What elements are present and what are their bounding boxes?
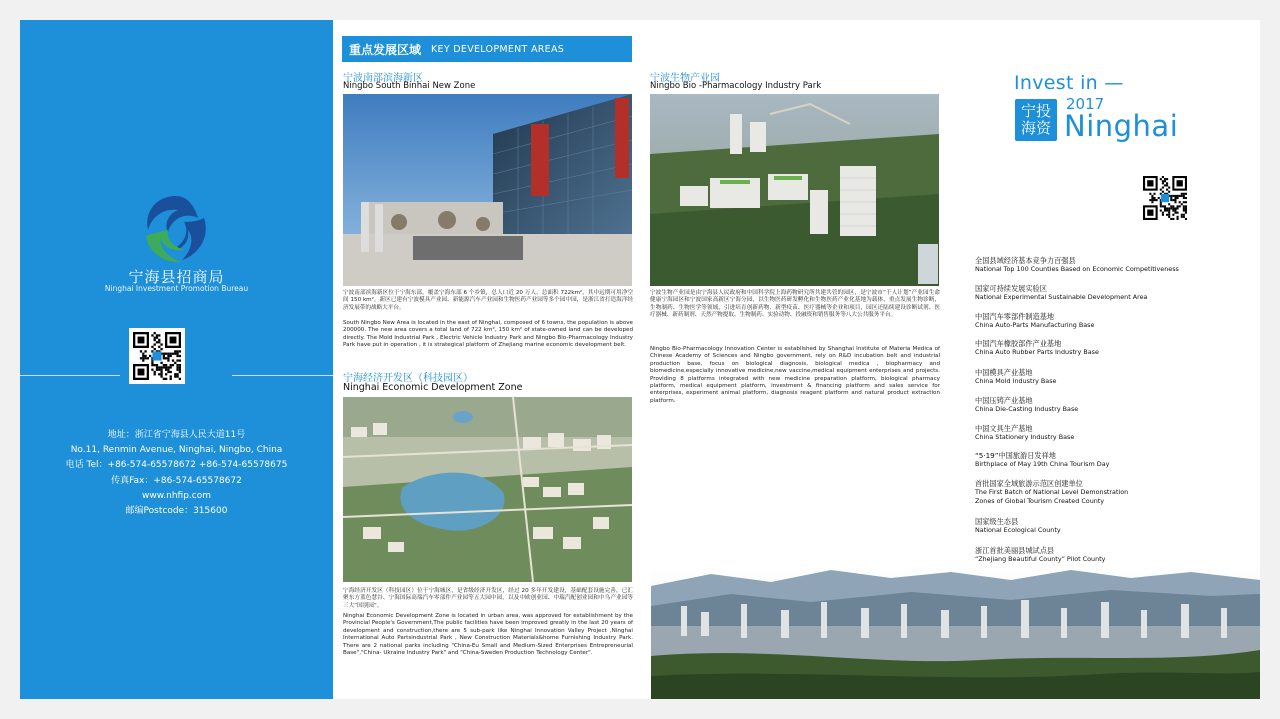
section-title-en: KEY DEVELOPMENT AREAS xyxy=(431,43,565,55)
qr-code-icon xyxy=(129,328,185,384)
brand-city-name: Ninghai xyxy=(1064,109,1179,143)
website-link[interactable]: www.nhfip.com xyxy=(142,490,211,501)
organization-name-en: Ninghai Investment Promotion Bureau xyxy=(104,284,249,293)
honor-item: 中国模具产业基地 China Mold Industry Base xyxy=(975,368,1057,385)
zone-title-cn: 宁海经济开发区（科技园区） xyxy=(343,373,473,384)
zone-description-en: South Ningbo New Area is located in the east of Ninghai, composed of 6 towns, the population is above 200000. The new area covers a total land of 722 km², 150 km² of state-owned land can be developed directly. The Mold Industrial Park , Electric Vehicle Industry Park and Ningbo Bio-Pharmacology Industry Park have put in operation , it is strategical platform of Zhejiang marine economic development belt. xyxy=(343,320,633,349)
bio-park-rendering xyxy=(650,94,939,286)
honor-item: 浙江首批美丽县城试点县 “Zhejiang Beautiful County” Pilot County xyxy=(975,546,1106,563)
zone-title-en: Ninghai Economic Development Zone xyxy=(343,382,523,393)
divider-line xyxy=(20,375,120,376)
organization-name-cn: 宁海县招商局 xyxy=(128,268,225,286)
zone-title-cn: 宁波南部滨海新区 xyxy=(343,73,423,84)
bio-park-title-cn: 宁波生物产业园 xyxy=(650,73,720,84)
honor-item: 首批国家全域旅游示范区创建单位 The First Batch of National Level Demonstration Zones of Global Tourism Created County xyxy=(975,479,1129,505)
binhai-building-photo xyxy=(343,94,632,286)
zone-title-en: Ningbo South Binhai New Zone xyxy=(343,81,476,91)
honor-item: 国家级生态县 National Ecological County xyxy=(975,517,1061,534)
bio-park-description-cn: 宁波生物产业园是由宁海县人民政府和中国科学院上海药物研究所共建共管的园区，是宁波市“千人计划”产业园生命健康宁海园区和宁波国家高新区宁海分园，以生物医药研发孵化和生物医药产业化基地为载体，重点发展生物诊断、生物制药、生物医学等领域，引进培育创新药物、新型疫苗、医疗器械等企业和项目，园区还陆续建设诊断试剂、医疗器械、新药制剂、天然产物提取、生物制药、实验动物、投融资和销售服务等八大公共服务平台。 xyxy=(650,290,940,319)
ninghai-city-panorama xyxy=(651,566,1260,699)
address-cn: 地址：浙江省宁海县人民大道11号 xyxy=(107,430,246,440)
postcode: 邮编Postcode：315600 xyxy=(125,506,228,517)
bio-park-description-en: Ningbo Bio-Pharmacology Innovation Center is established by Shanghai Institute of Materia Medica of Chinese Academy of Sciences and Ningbo government, rely on R&D incubation belt and industrial production base, focus on biological diagnosis, biological medica , biopharmacy and biomedicine,especially innovative medicine,new vaccine,medical equipment enterprises and projects. Providing 8 platforms integrated with new medicine preparation platform, biological pharmacy platform, medical equipment platform, investment & financing platform and sales service for enterprises, experiment animal platform, diagnosis reagent platform and natural product extraction platform. xyxy=(650,346,940,404)
brand-year: 2017 xyxy=(1066,95,1105,113)
honor-item: 中国汽车零部件制造基地 China Auto-Parts Manufacturing Base xyxy=(975,312,1095,329)
middle-column xyxy=(333,20,646,699)
honor-item: “5·19”中国旅游日发祥地 Birthplace of May 19th China Tourism Day xyxy=(975,451,1110,468)
honor-item: 中国汽车橡胶部件产业基地 China Auto Rubber Parts Industry Base xyxy=(975,339,1099,356)
zone-description-cn: 宁波南部滨海新区位于宁海东部，覆盖宁海东部 6 个乡镇，总人口近 20 万人，总面积 722km²，其中远期可用净空间 150 km²。新区已建有宁波模具产业园、新能源汽车产业园和生物医药产业园等多个园中园，是浙江省打造海洋经济发展带的战略大平台。 xyxy=(343,290,633,311)
honor-item: 中国文具生产基地 China Stationery Industry Base xyxy=(975,424,1075,441)
section-title-cn: 重点发展区域 xyxy=(349,42,422,57)
development-zone-aerial-photo xyxy=(343,397,632,582)
bio-park-title-en: Ningbo Bio -Pharmacology Industry Park xyxy=(650,81,822,91)
qr-code-icon xyxy=(1139,172,1191,224)
fax: 传真Fax：+86-574-65578672 xyxy=(111,475,242,486)
bureau-logo xyxy=(138,192,214,268)
zone-description-cn: 宁海经济开发区（科技园区）位于宁海城区，是省级经济开发区，经过 20 多年开发建设，基础配套设施完善，已汇聚东方蓝色慧谷、宁海国际高端汽车零部件产业园等五大园中园，以及中欧创业园、中瑞汽配创业园和中乌产业园等三大“国别园”。 xyxy=(343,588,633,609)
telephone: 电话 Tel：+86-574-65578672 +86-574-65578675 xyxy=(65,460,288,471)
honor-item: 全国县域经济基本竞争力百强县 National Top 100 Counties Based on Economic Competitiveness xyxy=(975,256,1179,273)
ninghai-investment-seal: 宁投 海资 xyxy=(1015,99,1057,141)
honor-item: 中国压铸产业基地 China Die-Casting Industry Base xyxy=(975,396,1079,413)
zone-description-en: Ninghai Economic Development Zone is located in urban area, was approved for establishment by the Provincial People's Government,The public facilities have been improved greatly in the last 20 years of development and construction,there are 5 sub-park like Ninghai Innovation Valley Project ,Ninghai International Auto Partsindustrial Park , New Construction Materials&home Furnishing Industry Park. There are 2 national parks including "China-Eu Small and Medium-Sized Enterprises Entrepreneurial Base","China- Ukraine Industry Park" and "China-Sweden Production Technology Center". xyxy=(343,613,633,657)
invest-in-heading: Invest in — xyxy=(1014,72,1124,94)
honor-item: 国家可持续发展实验区 National Experimental Sustainable Development Area xyxy=(975,284,1148,301)
address-en: No.11, Renmin Avenue, Ninghai, Ningbo, China xyxy=(70,445,283,456)
divider-line xyxy=(232,375,333,376)
contact-info xyxy=(20,428,333,519)
section-header xyxy=(342,36,632,62)
